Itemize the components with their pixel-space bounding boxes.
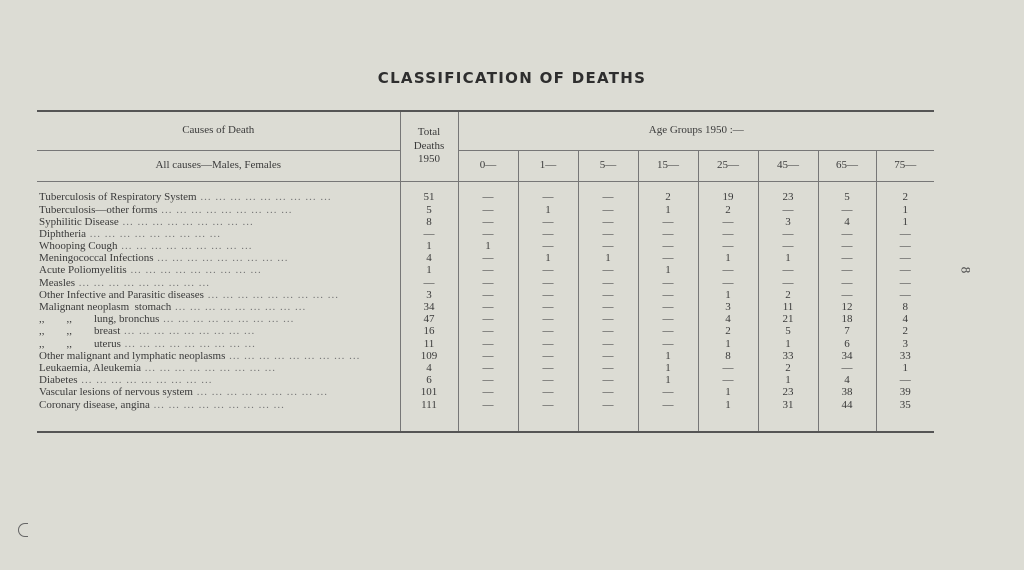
cause-label: Measles bbox=[39, 277, 76, 289]
cause-cell bbox=[37, 182, 400, 205]
leader-dots: ... ... ... ... ... ... ... ... ... bbox=[171, 301, 307, 313]
age-group-value-cell: — bbox=[638, 253, 698, 265]
age-group-value-cell: 2 bbox=[902, 191, 909, 204]
leader-dots: ... ... ... ... ... ... ... ... ... bbox=[141, 362, 277, 374]
cause-cell bbox=[37, 326, 400, 338]
age-group-value-cell: — bbox=[458, 375, 518, 387]
leader-dots: ... ... ... ... ... ... ... ... ... bbox=[196, 191, 332, 204]
table-row bbox=[37, 363, 934, 375]
cause-label: Coronary disease, angina bbox=[39, 399, 150, 411]
table-row bbox=[37, 375, 934, 387]
table-row bbox=[37, 302, 934, 314]
age-group-value-cell: — bbox=[818, 290, 876, 302]
age-group-value-cell: — bbox=[899, 227, 911, 240]
age-group-value-cell: — bbox=[458, 182, 518, 205]
age-group-value-cell: 1 bbox=[902, 203, 909, 216]
age-group-value-cell: 1 bbox=[638, 204, 698, 216]
total-deaths-cell: 16 bbox=[400, 326, 458, 338]
cause-label: Other Infective and Parasitic diseases bbox=[39, 289, 204, 301]
leader-dots: ... ... ... ... ... ... ... ... ... bbox=[118, 216, 254, 228]
age-group-value-cell: 1 bbox=[758, 375, 818, 387]
age-group-value-cell: 19 bbox=[698, 182, 758, 205]
age-group-value-cell: 1 bbox=[698, 387, 758, 399]
age-group-value-cell: — bbox=[458, 314, 518, 326]
table-row bbox=[37, 253, 934, 265]
age-group-value-cell: — bbox=[518, 182, 578, 205]
age-group-value-cell: 1 bbox=[758, 338, 818, 350]
age-group-value-cell: — bbox=[638, 387, 698, 399]
total-deaths-cell: 47 bbox=[400, 314, 458, 326]
age-group-value-cell: 23 bbox=[758, 387, 818, 399]
age-group-value-cell: 18 bbox=[818, 314, 876, 326]
leader-dots: ... ... ... ... ... ... ... ... ... bbox=[120, 338, 256, 350]
age-column-header: 0— bbox=[458, 151, 518, 182]
cause-cell bbox=[37, 363, 400, 375]
age-group-value-cell: — bbox=[578, 326, 638, 338]
age-group-value-cell: — bbox=[458, 290, 518, 302]
age-group-value-cell: — bbox=[578, 302, 638, 314]
age-group-value-cell: 31 bbox=[758, 399, 818, 432]
age-group-value-cell: — bbox=[518, 241, 578, 253]
age-group-value-cell: 1 bbox=[698, 399, 758, 432]
age-column-header: 1— bbox=[518, 151, 578, 182]
leader-dots: ... ... ... ... ... ... ... ... ... bbox=[117, 240, 253, 253]
leader-dots: ... ... ... ... ... ... ... ... ... bbox=[203, 289, 339, 301]
age-group-value-cell: — bbox=[578, 290, 638, 302]
table-row bbox=[37, 338, 934, 350]
age-group-value-cell: 5 bbox=[758, 326, 818, 338]
cause-label: Vascular lesions of nervous system bbox=[39, 387, 193, 399]
age-group-value-cell: — bbox=[698, 363, 758, 375]
age-group-value-cell: 1 bbox=[638, 375, 698, 387]
age-group-value-cell: — bbox=[518, 399, 578, 432]
age-group-value-cell: — bbox=[458, 216, 518, 228]
age-group-value-cell: — bbox=[638, 399, 698, 432]
age-group-value-cell: — bbox=[518, 265, 578, 277]
cause-label: Diabetes bbox=[39, 374, 78, 387]
age-group-value-cell: — bbox=[578, 229, 638, 241]
age-group-value-cell: 4 bbox=[698, 314, 758, 326]
cause-label: ,, ,, uterus bbox=[39, 338, 121, 350]
age-group-value-cell: — bbox=[518, 338, 578, 350]
table-row bbox=[37, 182, 934, 205]
age-group-value-cell: — bbox=[638, 229, 698, 241]
cause-cell bbox=[37, 204, 400, 216]
age-group-value-cell: 1 bbox=[638, 265, 698, 277]
total-deaths-cell: 34 bbox=[400, 302, 458, 314]
table-row bbox=[37, 277, 934, 289]
age-group-value-cell: — bbox=[518, 326, 578, 338]
age-group-value-cell: — bbox=[578, 399, 638, 432]
age-group-value-cell: 2 bbox=[758, 363, 818, 375]
age-group-value-cell: — bbox=[638, 277, 698, 289]
age-column-header: 25— bbox=[698, 151, 758, 182]
age-group-value-cell: 6 bbox=[818, 338, 876, 350]
age-group-value-cell: — bbox=[518, 350, 578, 362]
leader-dots: ... ... ... ... ... ... ... ... ... bbox=[157, 204, 293, 216]
deaths-table-container bbox=[37, 110, 934, 433]
cause-cell bbox=[37, 229, 400, 241]
cause-label: Diphtheria bbox=[39, 228, 87, 240]
age-group-value-cell: — bbox=[698, 229, 758, 241]
total-deaths-cell: 1 bbox=[400, 241, 458, 253]
cause-cell bbox=[37, 253, 400, 265]
age-group-value-cell: 21 bbox=[758, 314, 818, 326]
leader-dots: ... ... ... ... ... ... ... ... ... bbox=[77, 374, 213, 387]
age-group-value-cell: 1 bbox=[698, 253, 758, 265]
leader-dots: ... ... ... ... ... ... ... ... ... bbox=[159, 313, 295, 326]
total-deaths-cell: 5 bbox=[400, 204, 458, 216]
cause-cell bbox=[37, 338, 400, 350]
age-group-value-cell: — bbox=[518, 290, 578, 302]
age-column-header: 15— bbox=[638, 151, 698, 182]
age-group-value-cell: 2 bbox=[902, 325, 909, 338]
total-deaths-cell: 6 bbox=[400, 375, 458, 387]
age-group-value-cell: — bbox=[458, 399, 518, 432]
cause-label: Acute Poliomyelitis bbox=[39, 265, 127, 277]
age-group-value-cell: — bbox=[758, 241, 818, 253]
age-group-value-cell: — bbox=[458, 265, 518, 277]
age-group-value-cell: — bbox=[578, 314, 638, 326]
age-group-value-cell: 1 bbox=[638, 350, 698, 362]
age-group-value-cell: — bbox=[818, 265, 876, 277]
age-group-value-cell: — bbox=[899, 252, 911, 265]
age-group-value-cell: — bbox=[638, 302, 698, 314]
table-row bbox=[37, 399, 934, 432]
table-row bbox=[37, 314, 934, 326]
cause-label: Tuberculosis of Respiratory System bbox=[39, 191, 197, 204]
age-group-value-cell: — bbox=[578, 241, 638, 253]
total-deaths-cell: 1 bbox=[400, 265, 458, 277]
cause-cell bbox=[37, 290, 400, 302]
age-column-header: 5— bbox=[578, 151, 638, 182]
age-group-value-cell: 35 bbox=[899, 398, 911, 411]
age-group-value-cell: — bbox=[698, 265, 758, 277]
age-group-value-cell: — bbox=[698, 241, 758, 253]
age-groups-header: Age Groups 1950 :— bbox=[458, 111, 934, 151]
total-deaths-cell: 8 bbox=[400, 216, 458, 228]
age-group-value-cell: 39 bbox=[899, 386, 911, 399]
total-deaths-cell: — bbox=[400, 277, 458, 289]
age-group-value-cell: — bbox=[638, 338, 698, 350]
age-group-value-cell: — bbox=[758, 265, 818, 277]
age-group-value-cell: — bbox=[458, 326, 518, 338]
age-column-header: 65— bbox=[818, 151, 876, 182]
age-group-value-cell: 1 bbox=[902, 361, 909, 374]
age-group-value-cell: — bbox=[638, 290, 698, 302]
age-group-value-cell: — bbox=[578, 204, 638, 216]
age-group-value-cell: — bbox=[758, 277, 818, 289]
age-group-value-cell: — bbox=[899, 264, 911, 277]
age-column-header: 75— bbox=[894, 159, 917, 172]
age-group-value-cell: — bbox=[578, 350, 638, 362]
margin-mark bbox=[18, 523, 28, 537]
age-group-value-cell: — bbox=[578, 182, 638, 205]
page-number: 8 bbox=[958, 266, 974, 274]
age-group-value-cell: — bbox=[818, 241, 876, 253]
age-group-value-cell: 44 bbox=[818, 399, 876, 432]
total-deaths-cell: 11 bbox=[400, 338, 458, 350]
age-group-value-cell: — bbox=[818, 253, 876, 265]
cause-label: Meningococcal Infections bbox=[39, 252, 154, 265]
age-group-value-cell: — bbox=[818, 229, 876, 241]
age-group-value-cell: — bbox=[458, 350, 518, 362]
age-group-value-cell: 8 bbox=[698, 350, 758, 362]
cause-cell bbox=[37, 399, 400, 432]
total-deaths-cell: 109 bbox=[400, 350, 458, 362]
table-body bbox=[37, 182, 934, 433]
cause-cell bbox=[37, 265, 400, 277]
table-row bbox=[37, 326, 934, 338]
cause-label: Syphilitic Disease bbox=[39, 216, 119, 228]
age-group-value-cell: 1 bbox=[698, 338, 758, 350]
age-group-value-cell: 1 bbox=[638, 363, 698, 375]
age-group-value-cell: — bbox=[698, 216, 758, 228]
age-group-value-cell: 33 bbox=[899, 349, 911, 362]
age-group-value-cell: — bbox=[899, 240, 911, 253]
age-group-value-cell: 2 bbox=[758, 290, 818, 302]
age-group-value-cell: 3 bbox=[758, 216, 818, 228]
age-group-value-cell: 4 bbox=[818, 375, 876, 387]
cause-label: Whooping Cough bbox=[39, 240, 118, 253]
cause-label: Tuberculosis—other forms bbox=[39, 204, 158, 216]
age-group-value-cell: 4 bbox=[818, 216, 876, 228]
classification-of-deaths-table bbox=[37, 110, 934, 433]
age-group-value-cell: 1 bbox=[518, 204, 578, 216]
cause-cell bbox=[37, 277, 400, 289]
age-group-value-cell: — bbox=[518, 314, 578, 326]
table-row bbox=[37, 265, 934, 277]
age-group-value-cell: — bbox=[518, 229, 578, 241]
age-group-value-cell: — bbox=[578, 265, 638, 277]
age-group-value-cell: 34 bbox=[818, 350, 876, 362]
age-group-value-cell: — bbox=[518, 363, 578, 375]
age-group-value-cell: — bbox=[518, 216, 578, 228]
age-group-value-cell: 12 bbox=[818, 302, 876, 314]
age-group-value-cell: — bbox=[458, 277, 518, 289]
cause-label: Leukaemia, Aleukemia bbox=[39, 362, 142, 374]
total-deaths-cell: — bbox=[400, 229, 458, 241]
age-group-value-cell: — bbox=[818, 204, 876, 216]
table-row bbox=[37, 216, 934, 228]
age-group-value-cell: — bbox=[698, 277, 758, 289]
age-group-value-cell: — bbox=[458, 338, 518, 350]
table-row bbox=[37, 387, 934, 399]
age-group-value-cell: — bbox=[758, 204, 818, 216]
leader-dots: ... ... ... ... ... ... ... ... ... bbox=[192, 387, 328, 399]
cause-label: ,, ,, lung, bronchus bbox=[39, 313, 160, 326]
total-deaths-cell: 101 bbox=[400, 387, 458, 399]
age-group-value-cell: 23 bbox=[758, 182, 818, 205]
age-group-value-cell: — bbox=[638, 241, 698, 253]
table-row bbox=[37, 229, 934, 241]
age-column-header: 45— bbox=[758, 151, 818, 182]
age-group-value-cell: 3 bbox=[698, 302, 758, 314]
cause-cell bbox=[37, 241, 400, 253]
age-group-value-cell: 1 bbox=[758, 253, 818, 265]
age-group-value-cell: 2 bbox=[698, 204, 758, 216]
cause-label: ,, ,, breast bbox=[39, 326, 121, 338]
age-group-value-cell: 4 bbox=[902, 313, 909, 326]
age-group-value-cell: — bbox=[458, 229, 518, 241]
cause-label: Other malignant and lymphatic neoplasms bbox=[39, 350, 226, 362]
age-group-value-cell: 8 bbox=[902, 301, 909, 313]
age-group-value-cell: 1 bbox=[518, 253, 578, 265]
age-group-value-cell: — bbox=[518, 302, 578, 314]
age-group-value-cell: — bbox=[458, 302, 518, 314]
age-group-value-cell: — bbox=[818, 363, 876, 375]
age-group-value-cell: — bbox=[518, 375, 578, 387]
age-group-value-cell: — bbox=[518, 387, 578, 399]
age-group-value-cell: — bbox=[578, 363, 638, 375]
age-group-value-cell: 2 bbox=[638, 182, 698, 205]
cause-cell bbox=[37, 314, 400, 326]
age-group-value-cell: — bbox=[578, 277, 638, 289]
cause-label: Malignant neoplasm stomach bbox=[39, 301, 172, 313]
total-deaths-cell: 3 bbox=[400, 290, 458, 302]
age-group-value-cell: 11 bbox=[758, 302, 818, 314]
leader-dots: ... ... ... ... ... ... ... ... ... bbox=[126, 265, 262, 277]
age-group-value-cell: — bbox=[458, 253, 518, 265]
leader-dots: ... ... ... ... ... ... ... ... ... bbox=[149, 399, 285, 411]
age-group-value-cell: — bbox=[899, 374, 911, 387]
cause-cell bbox=[37, 350, 400, 362]
age-group-value-cell: — bbox=[899, 288, 911, 301]
page-title: CLASSIFICATION OF DEATHS bbox=[377, 69, 647, 87]
age-group-value-cell: — bbox=[758, 229, 818, 241]
table-row bbox=[37, 290, 934, 302]
age-group-value-cell: — bbox=[458, 387, 518, 399]
age-group-value-cell: — bbox=[578, 216, 638, 228]
cause-cell bbox=[37, 302, 400, 314]
total-deaths-cell: 111 bbox=[400, 399, 458, 432]
age-group-value-cell: 7 bbox=[818, 326, 876, 338]
age-group-value-cell: — bbox=[578, 387, 638, 399]
age-group-value-cell: — bbox=[458, 363, 518, 375]
age-group-value-cell: 1 bbox=[698, 290, 758, 302]
age-group-value-cell: 38 bbox=[818, 387, 876, 399]
leader-dots: ... ... ... ... ... ... ... ... ... bbox=[86, 228, 222, 240]
age-group-value-cell: — bbox=[578, 338, 638, 350]
cause-cell bbox=[37, 375, 400, 387]
leader-dots: ... ... ... ... ... ... ... ... ... bbox=[75, 277, 211, 289]
age-group-value-cell: 33 bbox=[758, 350, 818, 362]
table-row bbox=[37, 241, 934, 253]
cause-cell bbox=[37, 216, 400, 228]
leader-dots: ... ... ... ... ... ... ... ... ... bbox=[120, 326, 256, 338]
leader-dots: ... ... ... ... ... ... ... ... ... bbox=[153, 252, 289, 265]
cause-cell bbox=[37, 387, 400, 399]
age-group-value-cell: 5 bbox=[818, 182, 876, 205]
age-group-value-cell: 1 bbox=[578, 253, 638, 265]
age-group-value-cell: 3 bbox=[902, 337, 909, 350]
age-group-value-cell: 1 bbox=[902, 215, 909, 228]
age-group-value-cell: — bbox=[638, 326, 698, 338]
table-row bbox=[37, 350, 934, 362]
total-deaths-cell: 51 bbox=[400, 182, 458, 205]
age-group-value-cell: — bbox=[578, 375, 638, 387]
total-deaths-cell: 4 bbox=[400, 253, 458, 265]
leader-dots: ... ... ... ... ... ... ... ... ... bbox=[225, 350, 361, 362]
all-causes-header: All causes—Males, Females bbox=[37, 151, 400, 182]
total-deaths-header: Total Deaths 1950 bbox=[400, 111, 458, 182]
age-group-value-cell: — bbox=[638, 216, 698, 228]
age-group-value-cell: — bbox=[518, 277, 578, 289]
table-row bbox=[37, 204, 934, 216]
age-group-value-cell: — bbox=[638, 314, 698, 326]
causes-of-death-header: Causes of Death bbox=[37, 111, 400, 151]
age-group-value-cell: — bbox=[818, 277, 876, 289]
age-group-value-cell: 2 bbox=[698, 326, 758, 338]
age-group-value-cell: 1 bbox=[458, 241, 518, 253]
age-group-value-cell: — bbox=[899, 276, 911, 289]
age-group-value-cell: — bbox=[458, 204, 518, 216]
total-deaths-cell: 4 bbox=[400, 363, 458, 375]
age-group-value-cell: — bbox=[698, 375, 758, 387]
